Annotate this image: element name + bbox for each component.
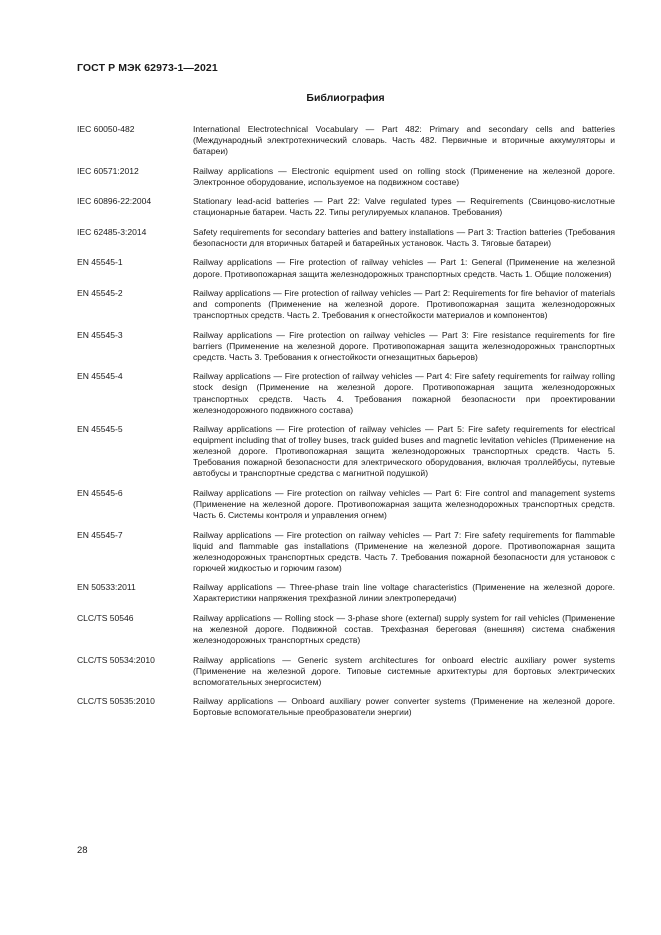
reference-code: IEC 60896-22:2004 <box>77 196 152 207</box>
bibliography-entry <box>77 424 615 479</box>
bibliography-list <box>77 124 615 727</box>
bibliography-entry <box>77 613 615 646</box>
bibliography-entry <box>77 330 615 363</box>
bibliography-entry <box>77 166 615 188</box>
reference-text: Railway applications — Onboard auxiliary power converter systems (Применение на железной дороге. Бортовые вспомогательные преобразователи энергии) <box>193 696 615 718</box>
reference-text: Safety requirements for secondary batteries and battery installations — Part 3: Traction batteries (Требования безопасности для вторичных батарей и батарейных установок. Часть 3. Тяговые батареи) <box>193 226 615 248</box>
reference-code: EN 50533:2011 <box>77 582 136 593</box>
bibliography-entry <box>77 371 615 415</box>
reference-code: EN 45545-4 <box>77 371 123 382</box>
reference-code: IEC 60050-482 <box>77 124 135 134</box>
bibliography-entry <box>77 124 615 157</box>
reference-code: EN 45545-5 <box>77 424 123 435</box>
reference-text: Railway applications — Fire protection on railway vehicles — Part 3: Fire resistance requirements for fire barriers (Применение на железной дороге. Противопожарная защита железнодорожных транспортных средств. Часть 3. Требования к огнестойкости огнезащитных барьеров) <box>193 329 615 362</box>
reference-text: Railway applications — Fire protection of railway vehicles — Part 1: General (Применение на железной дороге. Противопожарная защита железнодорожных транспортных средств. Часть 1. Общие положения) <box>193 257 615 279</box>
bibliography-entry <box>77 196 615 218</box>
bibliography-entry <box>77 488 615 521</box>
reference-text: Railway applications — Generic system architectures for onboard electric auxiliary power systems (Применение на железной дороге. Типовые системные архитектуры для бортовых электрических вспомогательных энергосистем) <box>193 654 615 687</box>
reference-text: Stationary lead-acid batteries — Part 22: Valve regulated types — Requirements (Свинцово-кислотные стационарные батареи. Часть 22. Типы регулируемых клапанов. Требования) <box>193 196 615 218</box>
reference-code: EN 45545-7 <box>77 529 123 540</box>
reference-text: Railway applications — Fire protection on railway vehicles — Part 7: Fire safety requirements for flammable liquid and flammable gas installations (Применение на железной дороге. Противопожарная защита железнодорожных транспортных средств. Часть 7. Требования пожарной безопасности для установок с горючей жидкостью и горючим газом) <box>193 529 615 573</box>
bibliography-entry <box>77 582 615 604</box>
section-title: Библиография <box>306 92 385 104</box>
reference-text: Railway applications — Rolling stock — 3-phase shore (external) supply system for rail vehicles (Применение на железной дороге. Подвижной состав. Трехфазная береговая (внешняя) система снабжения железнодорожных транспортных средств) <box>193 612 615 646</box>
reference-code: EN 45545-2 <box>77 287 123 298</box>
reference-text: Railway applications — Fire protection of railway vehicles — Part 5: Fire safety requirements for electrical equipment including that of trolley buses, track guided buses and magnetic levitation vehicles (Применение на железной дороге. Противопожарная защита железнодорожных транспортных средств. Часть 5. Требования пожарной безопасности для электрического оборудования, включая троллейбусы, путевые автобусы и транспортные средства с магнитной подушкой) <box>193 424 615 479</box>
reference-code: EN 45545-1 <box>77 257 123 268</box>
reference-text: International Electrotechnical Vocabulary — Part 482: Primary and secondary cells and batteries (Международный электротехнический словарь. Часть 482. Первичные и вторичные аккумуляторы и батареи) <box>193 124 615 157</box>
document-header: ГОСТ Р МЭК 62973-1—2021 <box>77 62 218 74</box>
reference-code: CLC/TS 50534:2010 <box>77 654 155 665</box>
reference-code: EN 45545-6 <box>77 487 123 498</box>
reference-text: Railway applications — Fire protection of railway vehicles — Part 2: Requirements for fire behavior of materials and components (Применение на железной дороге. Противопожарная защита железнодорожных транспортных средств. Часть 2. Требования к огнестойкости материалов и компонентов) <box>193 287 615 321</box>
reference-text: Railway applications — Fire protection on railway vehicles — Part 6: Fire control and management systems (Применение на железной дороге. Противопожарная защита железнодорожных транспортных средств. Часть 6. Системы контроля и управления огнем) <box>193 487 615 521</box>
bibliography-entry <box>77 257 615 279</box>
reference-text: Railway applications — Three-phase train line voltage characteristics (Применение на железной дороге. Характеристики напряжения трехфазной линии электропередачи) <box>193 582 615 604</box>
reference-code: CLC/TS 50546 <box>77 612 134 623</box>
reference-code: IEC 60571:2012 <box>77 165 139 176</box>
page-number: 28 <box>77 845 88 856</box>
bibliography-entry <box>77 530 615 574</box>
reference-code: EN 45545-3 <box>77 329 123 340</box>
bibliography-entry <box>77 696 615 718</box>
bibliography-entry <box>77 227 615 249</box>
bibliography-entry <box>77 288 615 321</box>
reference-text: Railway applications — Electronic equipment used on rolling stock (Применение на железной дороге. Электронное оборудование, используемое на подвижном составе) <box>193 165 615 187</box>
reference-code: IEC 62485-3:2014 <box>77 226 147 237</box>
reference-code: CLC/TS 50535:2010 <box>77 696 155 707</box>
bibliography-entry <box>77 655 615 688</box>
reference-text: Railway applications — Fire protection of railway vehicles — Part 4: Fire safety requirements for railway rolling stock design (Применение на железной дороге. Противопожарная защита железнодорожных транспортных средств. Часть 4. Требования пожарной безопасности при проектировании железнодорожного подвижного состава) <box>193 371 615 415</box>
